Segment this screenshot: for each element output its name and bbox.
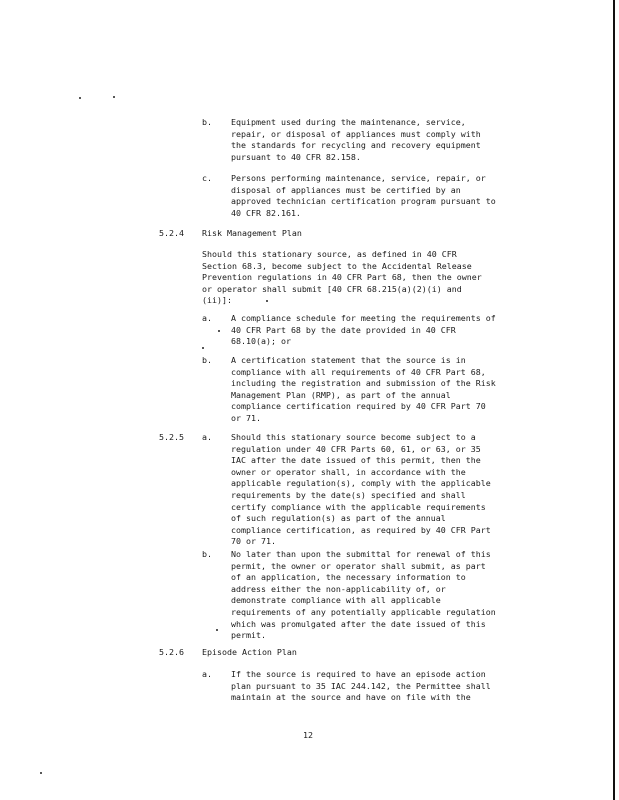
item-label: a. — [202, 313, 212, 323]
item-c-persons-text — [231, 173, 496, 219]
scan-speck — [79, 97, 81, 99]
text-line: requirements by the date(s) specified and shall — [231, 489, 466, 500]
text-line: Should this stationary source, as defined in 40 CFR — [202, 249, 457, 259]
text-line: compliance certification required by 40 CFR Part 70 — [231, 401, 486, 412]
item-label: b. — [202, 549, 212, 559]
section-526-a-text — [231, 669, 491, 704]
text-line: Prevention regulations in 40 CFR Part 68, then the owner — [202, 272, 482, 283]
text-line: owner or operator shall, in accordance with the — [231, 466, 466, 477]
section-number: 5.2.5 — [159, 432, 184, 442]
text-line: which was promulgated after the date issued of this — [231, 618, 486, 629]
text-line: permit, the owner or operator shall submit, as part — [231, 560, 486, 571]
scan-speck — [40, 772, 42, 774]
item-b-equipment-text — [231, 117, 481, 163]
text-line: 70 or 71. — [231, 536, 276, 547]
text-line: applicable regulation(s), comply with the applicable — [231, 478, 491, 489]
text-line: certify compliance with the applicable requirements — [231, 501, 486, 512]
scan-speck — [113, 96, 115, 98]
page-number: 12 — [303, 730, 313, 740]
text-line: disposal of appliances must be certified by an — [231, 184, 461, 195]
section-525-b-text — [231, 549, 496, 642]
scan-edge-line — [613, 0, 615, 800]
section-525-a-text — [231, 432, 491, 548]
text-line: Equipment used during the maintenance, service, — [231, 117, 466, 127]
item-label: a. — [202, 432, 212, 442]
scan-speck — [202, 347, 204, 349]
text-line: requirements of any potentially applicable regulation — [231, 606, 496, 617]
text-line: demonstrate compliance with all applicable — [231, 595, 441, 606]
text-line: or 71. — [231, 412, 261, 423]
item-label: c. — [202, 173, 212, 183]
text-line: A compliance schedule for meeting the requirements of — [231, 313, 496, 323]
text-line: Section 68.3, become subject to the Accidental Release — [202, 260, 472, 271]
scan-speck — [218, 330, 220, 332]
section-title: Episode Action Plan — [202, 647, 297, 657]
text-line: No later than upon the submittal for renewal of this — [231, 549, 491, 559]
scan-speck — [216, 629, 218, 631]
text-line: A certification statement that the source is in — [231, 355, 466, 365]
section-number: 5.2.6 — [159, 647, 184, 657]
item-label: b. — [202, 117, 212, 127]
text-line: pursuant to 40 CFR 82.158. — [231, 151, 361, 162]
text-line: maintain at the source and have on file with the — [231, 692, 471, 703]
text-line: including the registration and submission of the Risk — [231, 378, 496, 389]
text-line: permit. — [231, 630, 266, 641]
section-number: 5.2.4 — [159, 228, 184, 238]
text-line: the standards for recycling and recovery equipment — [231, 140, 481, 151]
text-line: 40 CFR 82.161. — [231, 207, 301, 218]
text-line: compliance certification, as required by 40 CFR Part — [231, 524, 491, 535]
section-524-a-text — [231, 313, 496, 348]
text-line: (ii)]: — [202, 295, 232, 306]
text-line: address either the non-applicability of, or — [231, 583, 446, 594]
text-line: plan pursuant to 35 IAC 244.142, the Permittee shall — [231, 680, 491, 691]
text-line: Management Plan (RMP), as part of the annual — [231, 389, 451, 400]
text-line: or operator shall submit [40 CFR 68.215(a)(2)(i) and — [202, 283, 462, 294]
text-line: If the source is required to have an episode action — [231, 669, 486, 679]
section-524-b-text — [231, 355, 496, 425]
text-line: 68.10(a); or — [231, 336, 291, 347]
text-line: Persons performing maintenance, service, repair, or — [231, 173, 486, 183]
text-line: of an application, the necessary information to — [231, 572, 466, 583]
text-line: repair, or disposal of appliances must comply with — [231, 128, 481, 139]
text-line: regulation under 40 CFR Parts 60, 61, or 63, or 35 — [231, 443, 481, 454]
text-line: 40 CFR Part 68 by the date provided in 40 CFR — [231, 324, 456, 335]
text-line: Should this stationary source become subject to a — [231, 432, 476, 442]
text-line: of such regulation(s) as part of the annual — [231, 513, 446, 524]
item-label: a. — [202, 669, 212, 679]
text-line: approved technician certification program pursuant to — [231, 196, 496, 207]
section-524-intro — [202, 249, 482, 307]
text-line: IAC after the date issued of this permit, then the — [231, 455, 481, 466]
section-title: Risk Management Plan — [202, 228, 302, 238]
item-label: b. — [202, 355, 212, 365]
text-line: compliance with all requirements of 40 CFR Part 68, — [231, 366, 486, 377]
